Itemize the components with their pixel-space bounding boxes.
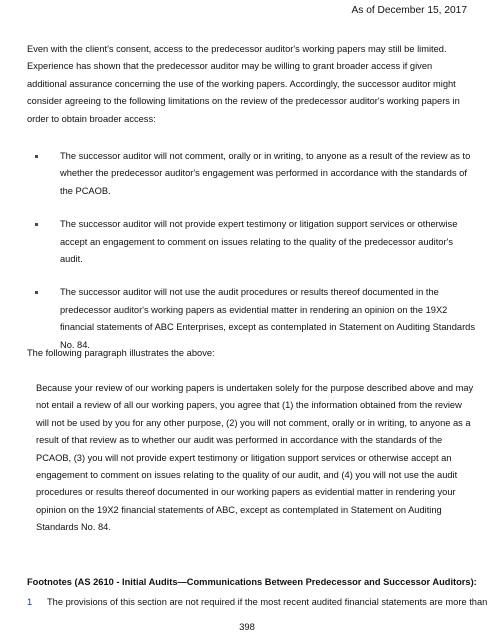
lead-in-sentence: The following paragraph illustrates the above: — [27, 348, 215, 358]
list-item-text: The successor auditor will not use the audit procedures or results thereof documented in the predecessor auditor's working papers as evidential matter in rendering an opinion on the 19X2 financial statements of ABC Enterprises, except as contemplated in Statement on Auditing Standards No. 84. — [60, 287, 475, 350]
limitations-list — [35, 148, 475, 370]
illustrative-paragraph: Because your review of our working papers is undertaken solely for the purpose described above and may not entail a review of all our working papers, you agree that (1) the information obtained from the review will not be used by you for any other purpose, (2) you will not comment, orally or in writing, to anyone as a result of that review as to whether our audit was performed in accordance with the standards of the PCAOB, (3) you will not provide expert testimony or litigation support services or otherwise accept an engagement to comment on issues relating to the quality of our audit, and (4) you will not use the audit procedures or results thereof documented in our working papers as evidential matter in rendering your opinion on the 19X2 financial statements of ABC, except as contemplated in Statement on Auditing Standards No. 84. — [36, 383, 474, 533]
square-bullet-icon — [35, 291, 38, 294]
footnotes-heading: Footnotes (AS 2610 - Initial Audits—Communications Between Predecessor and Successor Auditors): — [27, 577, 477, 587]
list-item-text: The successor auditor will not provide expert testimony or litigation support services or otherwise accept an engagement to comment on issues relating to the quality of the predecessor auditor's audit. — [60, 219, 458, 265]
footnote-item — [27, 594, 488, 611]
list-item — [35, 284, 475, 354]
intro-paragraph: Even with the client's consent, access to the predecessor auditor's working papers may still be limited. Experience has shown that the predecessor auditor may be willing to grant broader access if given additional assurance concerning the use of the working papers. Accordingly, the successor auditor might consider agreeing to the following limitations on the review of the predecessor auditor's working papers in order to obtain broader access: — [27, 44, 460, 124]
list-item-text: The successor auditor will not comment, orally or in writing, to anyone as a result of the review as to whether the predecessor auditor's engagement was performed in accordance with the standards of the PCAOB. — [60, 151, 471, 196]
list-item — [35, 216, 475, 268]
page-number: 398 — [239, 622, 255, 633]
footnote-text: The provisions of this section are not required if the most recent audited financial statements are more than — [47, 597, 488, 607]
list-item — [35, 148, 475, 200]
square-bullet-icon — [35, 223, 38, 226]
square-bullet-icon — [35, 155, 38, 158]
footnote-number-link[interactable]: 1 — [27, 597, 33, 607]
as-of-date: As of December 15, 2017 — [351, 5, 467, 16]
